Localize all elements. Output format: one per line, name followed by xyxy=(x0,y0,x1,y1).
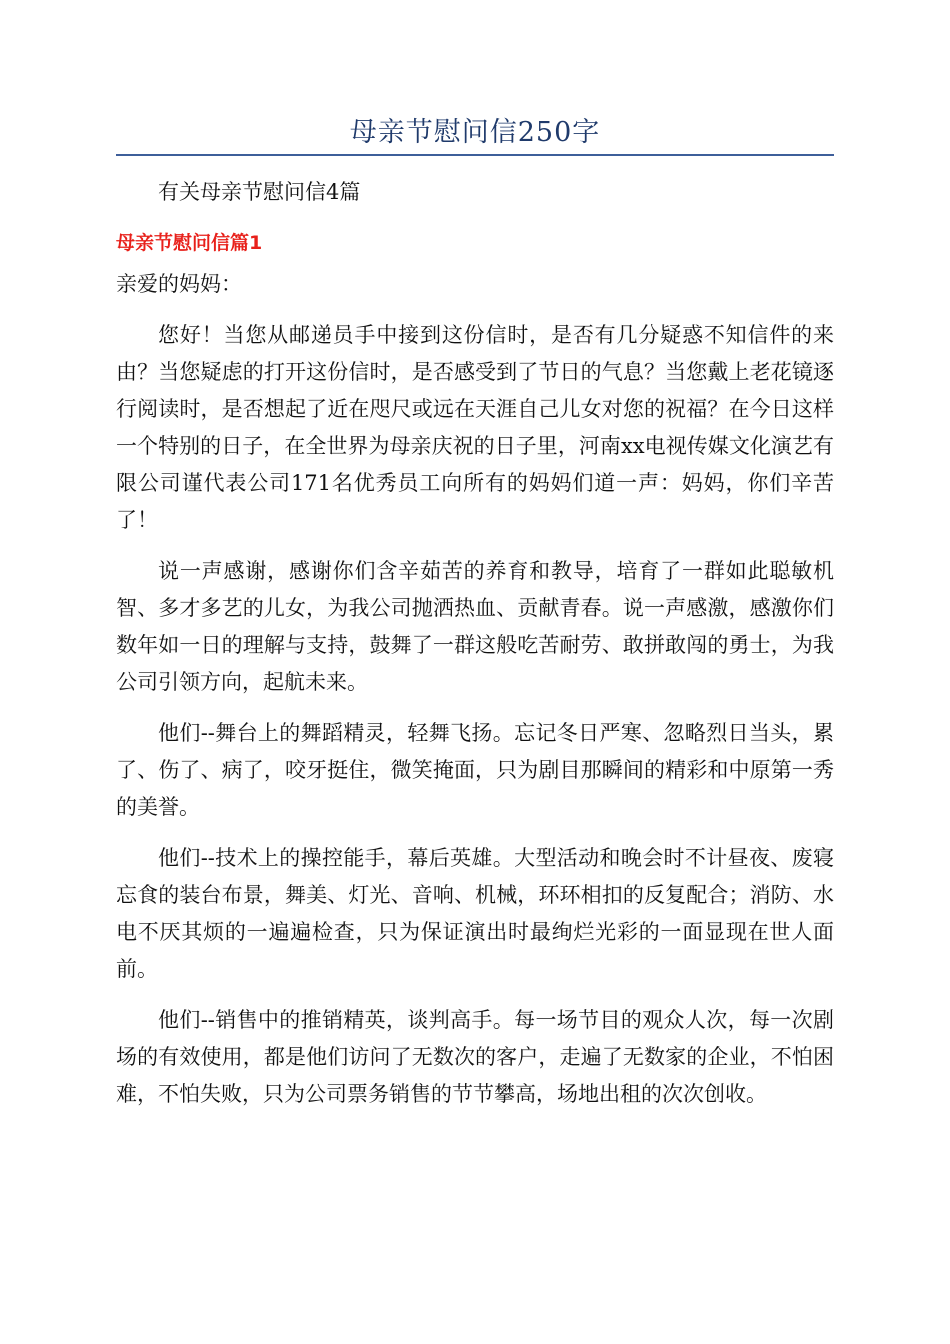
intro-line: 有关母亲节慰问信4篇 xyxy=(158,180,361,204)
paragraph-1: 您好！当您从邮递员手中接到这份信时，是否有几分疑惑不知信件的来由？当您疑虑的打开这份信时，是否感受到了节日的气息？当您戴上老花镜逐行阅读时，是否想起了近在咫尺或远在天涯自己儿女对您的祝福？在今日这样一个特别的日子，在全世界为母亲庆祝的日子里，河南xx电视传媒文化演艺有限公司谨代表公司171名优秀员工向所有的妈妈们道一声：妈妈，你们辛苦了！ xyxy=(116,323,834,532)
section-heading: 母亲节慰问信篇1 xyxy=(116,232,263,254)
title-underline xyxy=(116,154,834,156)
paragraph-4: 他们--技术上的操控能手，幕后英雄。大型活动和晚会时不计昼夜、废寝忘食的装台布景，舞美、灯光、音响、机械，环环相扣的反复配合；消防、水电不厌其烦的一遍遍检查，只为保证演出时最绚烂光彩的一面显现在世人面前。 xyxy=(116,846,834,981)
document-title: 母亲节慰问信250字 xyxy=(349,117,601,148)
paragraph-2: 说一声感谢，感谢你们含辛茹苦的养育和教导，培育了一群如此聪敏机智、多才多艺的儿女，为我公司抛洒热血、贡献青春。说一声感激，感激你们数年如一日的理解与支持，鼓舞了一群这般吃苦耐劳、敢拼敢闯的勇士，为我公司引领方向，起航未来。 xyxy=(116,559,834,694)
paragraph-3: 他们--舞台上的舞蹈精灵，轻舞飞扬。忘记冬日严寒、忽略烈日当头，累了、伤了、病了，咬牙挺住，微笑掩面，只为剧目那瞬间的精彩和中原第一秀的美誉。 xyxy=(116,721,834,819)
paragraph-5: 他们--销售中的推销精英，谈判高手。每一场节目的观众人次，每一次剧场的有效使用，都是他们访问了无数次的客户，走遍了无数家的企业，不怕困难，不怕失败，只为公司票务销售的节节攀高，场地出租的次次创收。 xyxy=(116,1008,834,1106)
salutation: 亲爱的妈妈： xyxy=(116,272,242,296)
document-body xyxy=(116,174,834,1113)
